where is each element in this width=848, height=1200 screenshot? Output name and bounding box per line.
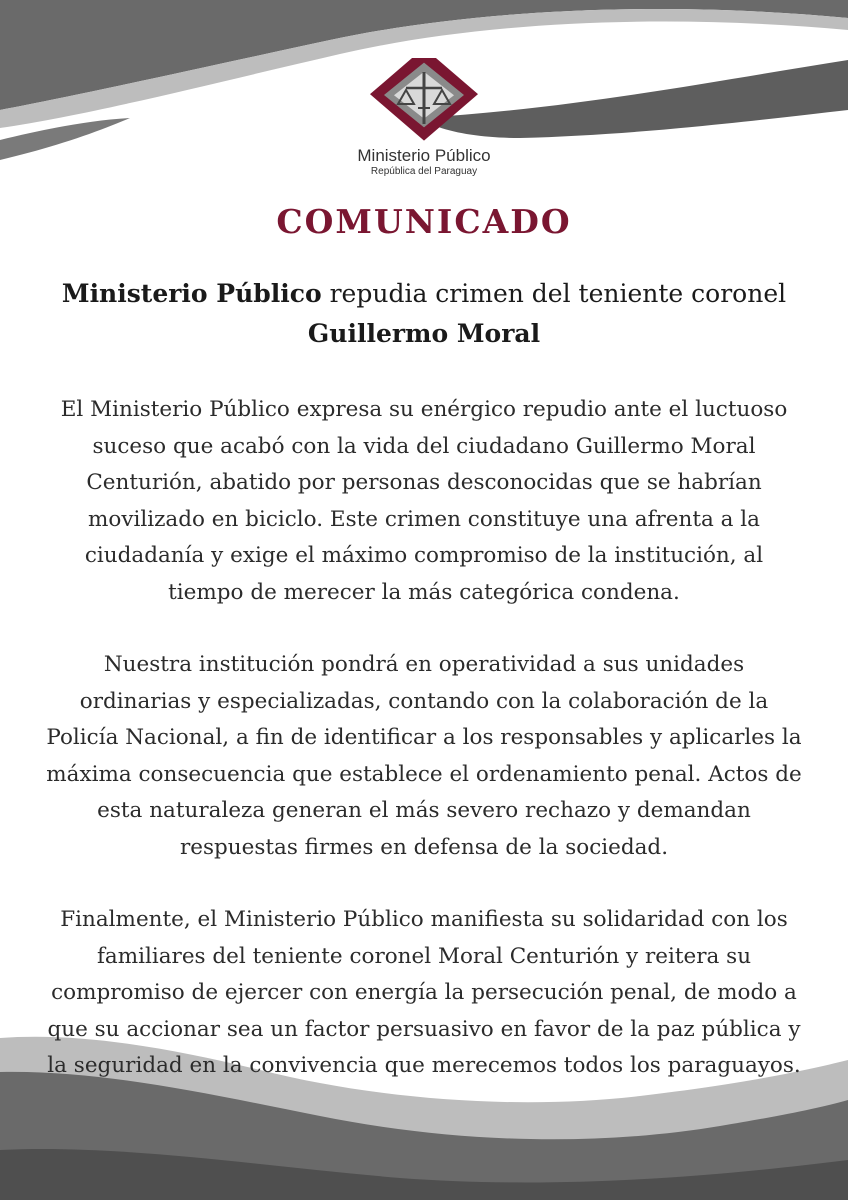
logo-subtitle: República del Paraguay <box>370 166 478 177</box>
headline-middle: repudia crimen del teniente coronel <box>321 279 787 308</box>
statement-paragraph: Nuestra institución pondrá en operatividad a sus unidades ordinarias y especializadas, contando con la colaboración de la Policía Nacional, a fin de identificar a los responsables y aplicarles la máxima consecuencia que establece el ordenamiento penal. Actos de esta naturaleza generan el más severo rechazo y demandan respuestas firmes en defensa de la sociedad. <box>46 652 802 860</box>
headline-victim-name: Guillermo Moral <box>307 319 541 348</box>
statement-paragraph: Finalmente, el Ministerio Público manifiesta su solidaridad con los familiares del teniente coronel Moral Centurión y reitera su compromiso de ejercer con energía la persecución penal, de modo a que su accionar sea un factor persuasivo en favor de la paz pública y la seguridad en la convivencia que merecemos todos los paraguayos. <box>47 907 801 1078</box>
statement-body <box>46 392 802 1121</box>
headline <box>40 274 808 354</box>
headline-ministry: Ministerio Público <box>61 279 322 308</box>
ministry-logo <box>0 58 848 178</box>
scales-of-justice-icon <box>368 58 480 144</box>
statement-paragraph: El Ministerio Público expresa su enérgico repudio ante el luctuoso suceso que acabó con la vida del ciudadano Guillermo Moral Centurión, abatido por personas desconocidas que se habrían movilizado en biciclo. Este crimen constituye una afrenta a la ciudadanía y exige el máximo compromiso de la institución, al tiempo de merecer la más categórica condena. <box>60 397 788 605</box>
document-title: COMUNICADO <box>276 202 572 241</box>
logo-name: Ministerio Público <box>357 146 491 165</box>
